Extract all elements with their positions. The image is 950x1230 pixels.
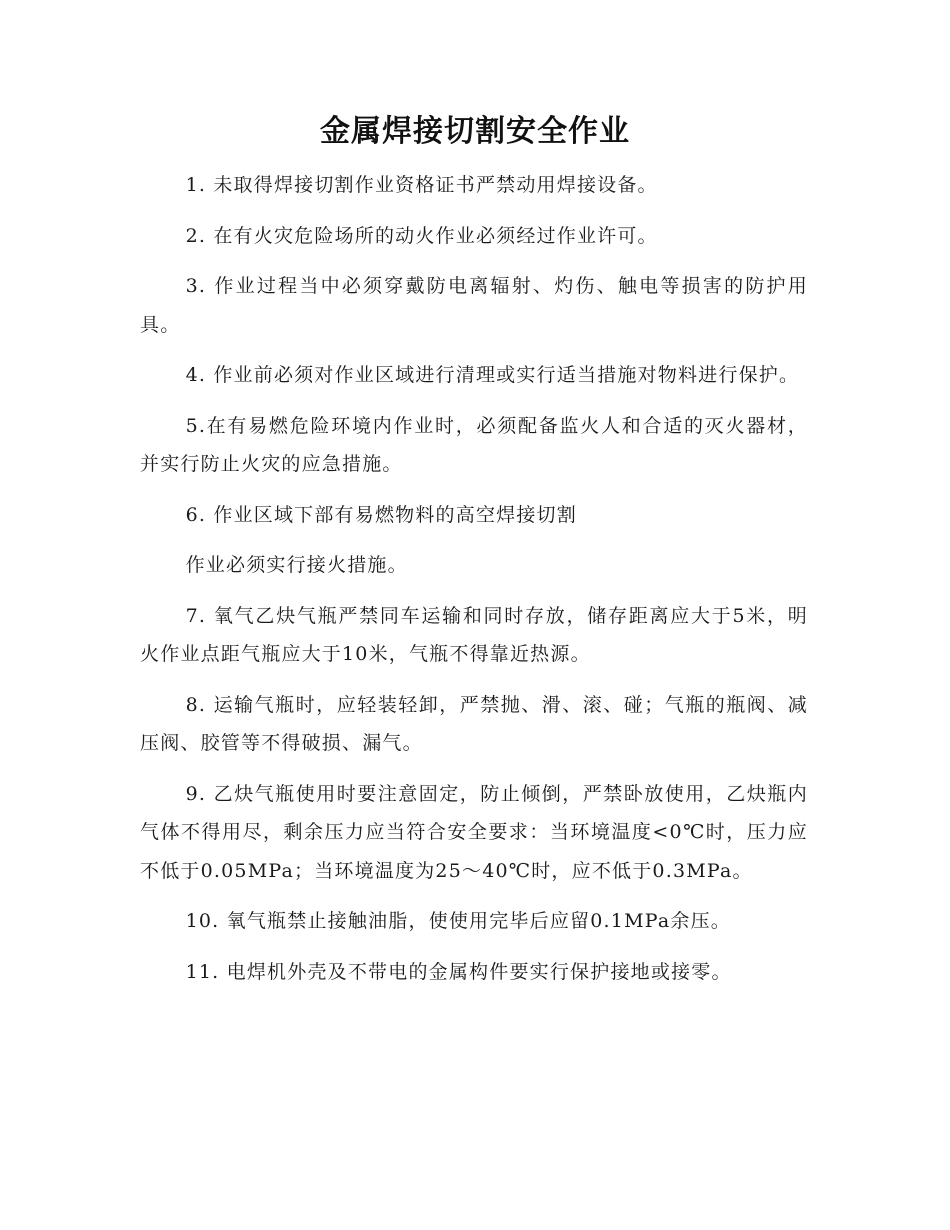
- paragraph-3: 3. 作业过程当中必须穿戴防电离辐射、灼伤、触电等损害的防护用具。: [140, 275, 808, 336]
- paragraph-1: 1. 未取得焊接切割作业资格证书严禁动用焊接设备。: [185, 174, 658, 196]
- paragraph-9: 9. 乙炔气瓶使用时要注意固定，防止倾倒，严禁卧放使用，乙炔瓶内气体不得用尽，剩余压力应当符合安全要求：当环境温度<0℃时，压力应不低于0.05MPa；当环境温度为25～40℃时，应不低于0.3MPa。: [140, 782, 808, 882]
- paragraph-8: 8. 运输气瓶时，应轻装轻卸，严禁抛、滑、滚、碰；气瓶的瓶阀、减压阀、胶管等不得破损、漏气。: [140, 693, 808, 754]
- paragraph-5: 5.在有易燃危险环境内作业时，必须配备监火人和合适的灭火器材，并实行防止火灾的应急措施。: [140, 414, 808, 475]
- document-body: [140, 166, 808, 1003]
- paragraph-7: 7. 氧气乙炔气瓶严禁同车运输和同时存放，储存距离应大于5米，明火作业点距气瓶应大于10米，气瓶不得靠近热源。: [140, 604, 808, 665]
- paragraph-6: 6. 作业区域下部有易燃物料的高空焊接切割: [185, 503, 577, 526]
- paragraph-10: 10. 氧气瓶禁止接触油脂，使使用完毕后应留0.1MPa余压。: [185, 910, 731, 932]
- paragraph-4: 4. 作业前必须对作业区域进行清理或实行适当措施对物料进行保护。: [185, 364, 800, 386]
- paragraph-2: 2. 在有火灾危险场所的动火作业必须经过作业许可。: [185, 224, 658, 247]
- paragraph-11: 11. 电焊机外壳及不带电的金属构件要实行保护接地或接零。: [185, 960, 732, 983]
- paragraph-6-continued: 作业必须实行接火措施。: [185, 554, 408, 576]
- document-title: 金属焊接切割安全作业: [320, 114, 630, 149]
